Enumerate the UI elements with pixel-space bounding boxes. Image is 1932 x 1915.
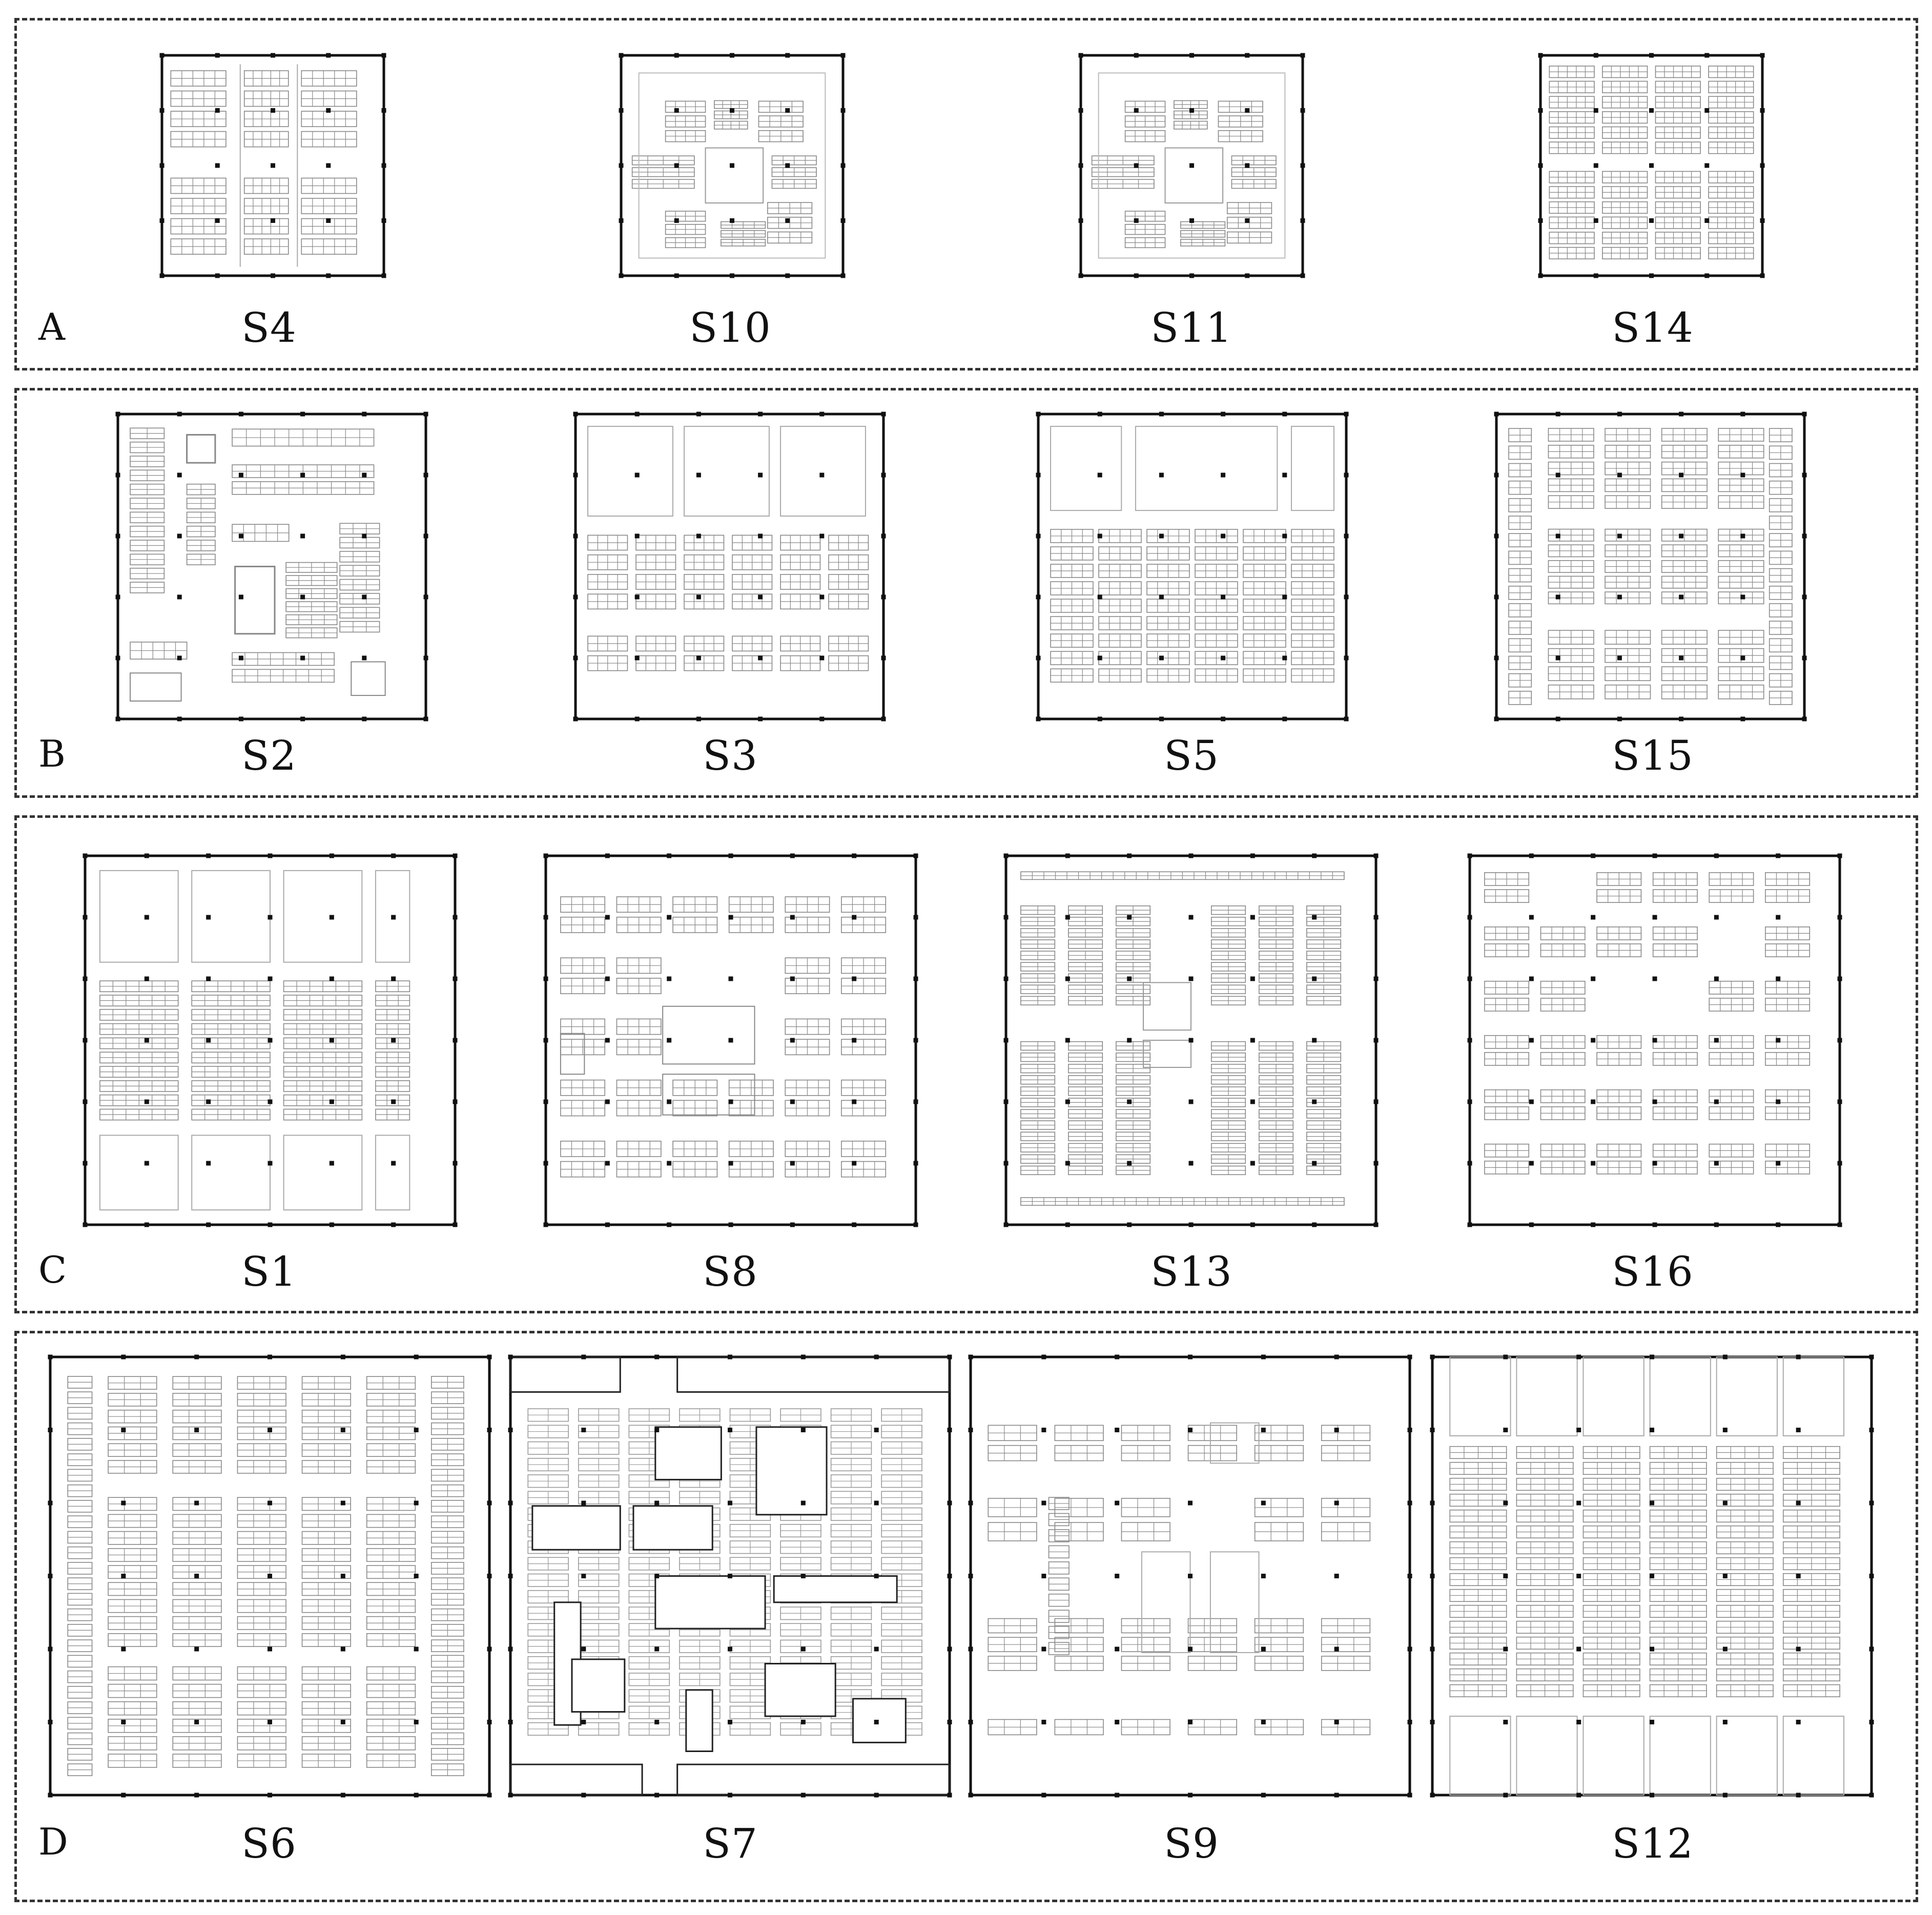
- plan-label-s4: S4: [241, 304, 297, 352]
- plan-label-s7: S7: [703, 1820, 758, 1867]
- plan-label-s12: S12: [1612, 1820, 1694, 1867]
- floor-plan-s11: [1079, 53, 1305, 278]
- plan-label-s8: S8: [703, 1248, 758, 1295]
- plan-label-s5: S5: [1164, 732, 1219, 779]
- floor-plan-s8: [544, 854, 918, 1227]
- plan-label-s6: S6: [241, 1820, 297, 1867]
- floor-plan-s12: [1430, 1355, 1874, 1798]
- floor-plan-s1: [83, 854, 458, 1227]
- floor-plan-s15: [1494, 412, 1807, 722]
- plan-label-s9: S9: [1164, 1820, 1219, 1867]
- floor-plan-s3: [573, 412, 886, 722]
- group-a-letter: A: [38, 305, 65, 348]
- plan-label-s2: S2: [241, 732, 297, 779]
- floor-plan-s13: [1004, 854, 1379, 1227]
- group-c-letter: C: [38, 1248, 67, 1291]
- floor-plan-s5: [1036, 412, 1349, 722]
- plan-label-s14: S14: [1612, 304, 1694, 352]
- plan-label-s3: S3: [703, 732, 758, 779]
- floor-plan-s16: [1468, 854, 1842, 1227]
- floor-plan-s2: [116, 412, 428, 722]
- group-b-letter: B: [38, 732, 66, 775]
- plan-label-s16: S16: [1612, 1248, 1694, 1295]
- plan-label-s10: S10: [689, 304, 771, 352]
- group-d-letter: D: [38, 1820, 68, 1863]
- plan-label-s11: S11: [1150, 304, 1232, 352]
- floor-plan-s14: [1538, 53, 1765, 278]
- plan-label-s15: S15: [1612, 732, 1694, 779]
- plan-label-s1: S1: [241, 1248, 297, 1295]
- floor-plan-s4: [160, 53, 386, 278]
- floor-plan-s6: [48, 1355, 492, 1798]
- floor-plan-s9: [969, 1355, 1412, 1798]
- floor-plan-s7: [508, 1355, 952, 1798]
- plan-label-s13: S13: [1150, 1248, 1232, 1295]
- floor-plan-s10: [619, 53, 846, 278]
